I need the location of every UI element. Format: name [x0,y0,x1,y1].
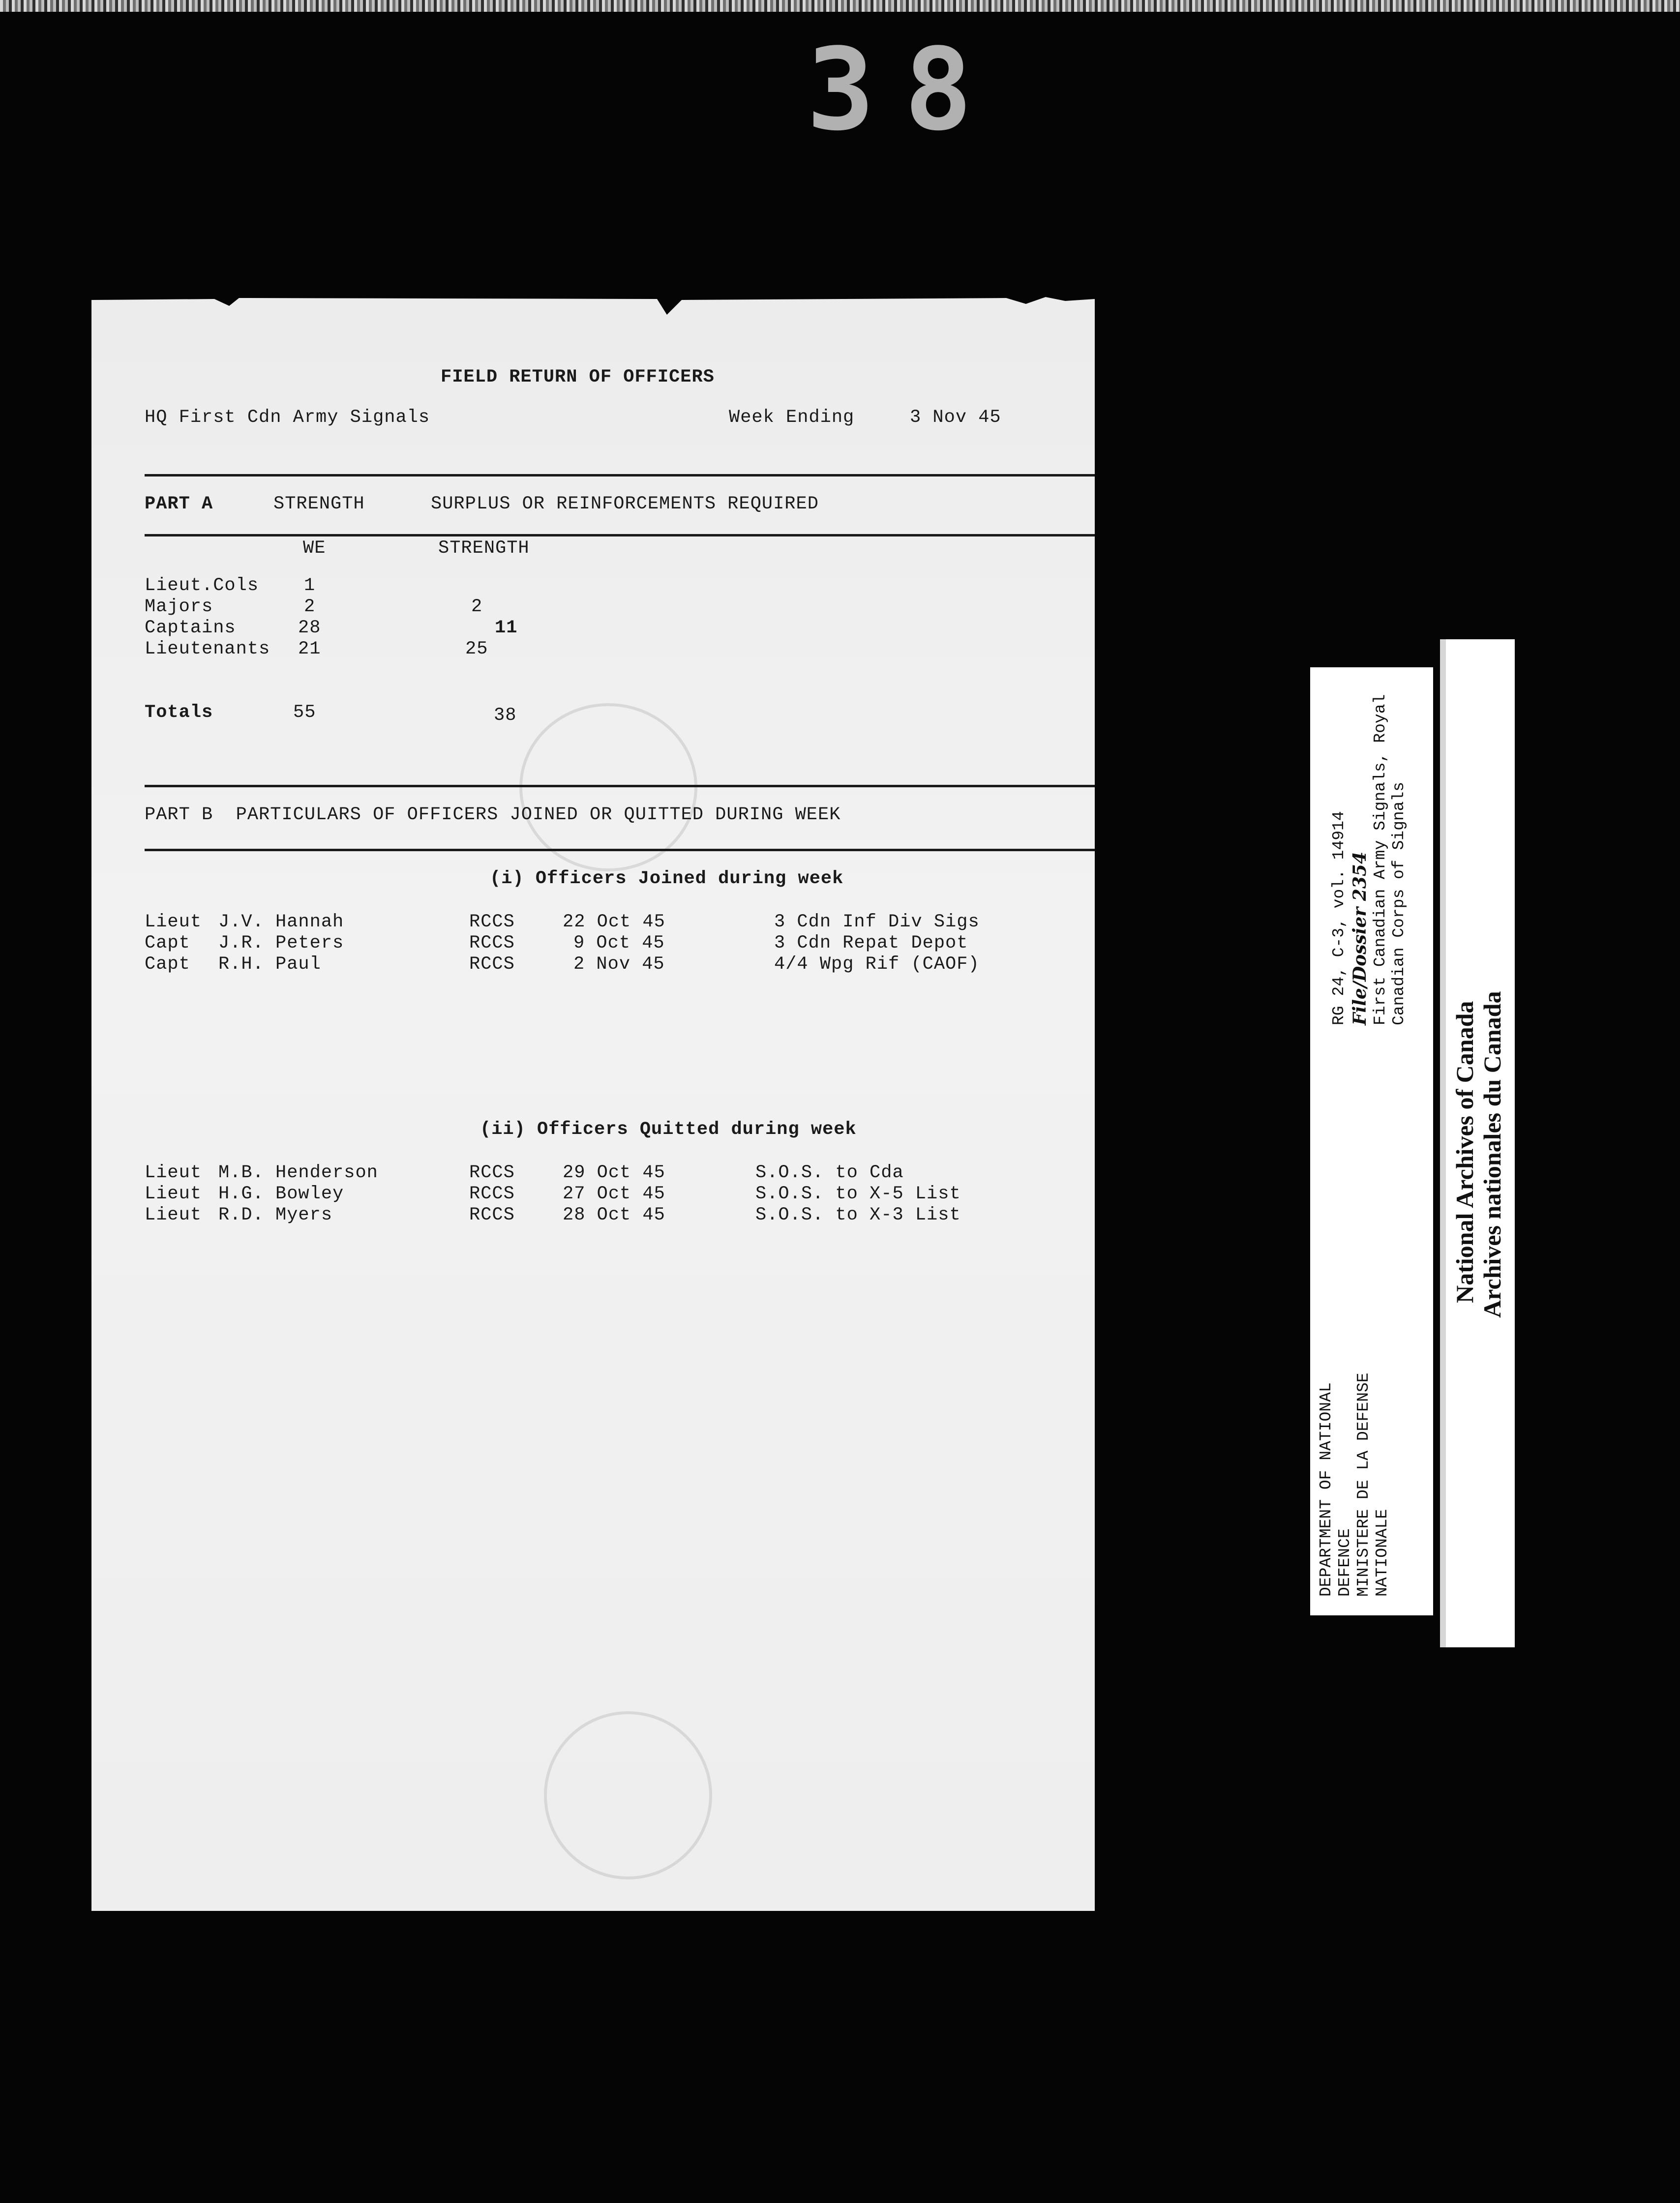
divider-rule [145,474,1095,476]
part-a-heading: PART A [145,494,213,514]
institution-french: Archives nationales du Canada [1478,991,1506,1318]
week-ending-value: 3 Nov 45 [910,407,1001,428]
we-value: 1 [304,575,316,596]
officer-remark: S.O.S. to X-5 List [755,1184,961,1204]
officer-date: 29 Oct 45 [563,1162,665,1183]
strength-subheader: STRENGTH [438,538,530,559]
institution-english: National Archives of Canada [1451,1001,1478,1303]
description-line-1: First Canadian Army Signals, Royal [1371,694,1389,1025]
officer-corps: RCCS [469,912,515,932]
totals-we-value: 55 [293,702,316,723]
faint-stamp-lower [544,1711,712,1879]
officer-rank: Lieut [145,1184,202,1204]
officer-rank: Capt [145,954,190,975]
officer-corps: RCCS [469,1162,515,1183]
strength-value: 2 [471,596,483,617]
divider-rule [145,785,1095,787]
frame-number: 38 [807,25,1002,156]
document-title: FIELD RETURN OF OFFICERS [441,367,715,387]
document-page [91,295,1095,1911]
officer-date: 9 Oct 45 [573,933,665,953]
department-block [1317,1373,1392,1597]
file-dossier-text: File/Dossier 2354 [1350,851,1370,1025]
divider-rule [145,849,1095,851]
officer-corps: RCCS [469,1184,515,1204]
officer-date: 2 Nov 45 [573,954,665,975]
rank-label: Lieutenants [145,639,270,659]
week-ending-label: Week Ending [729,407,855,428]
archive-reference-label [1310,667,1433,1615]
strength-column-header: STRENGTH [273,494,365,514]
department-line: NATIONALE [1373,1509,1391,1597]
officer-name: R.H. Paul [218,954,321,975]
officer-corps: RCCS [469,954,515,975]
officer-remark: S.O.S. to X-3 List [755,1205,961,1225]
totals-label: Totals [145,702,213,723]
department-line: DEFENCE [1336,1528,1354,1597]
quitted-section-title: (ii) Officers Quitted during week [480,1119,857,1140]
officer-name: J.V. Hannah [218,912,344,932]
part-b-heading: PART B PARTICULARS OF OFFICERS JOINED OR QUITTED DURING WEEK [145,804,841,825]
reference-text: RG 24, C-3, vol. 14914 [1330,811,1348,1025]
officer-rank: Lieut [145,1162,202,1183]
totals-strength-value: 38 [494,705,517,726]
officer-rank: Lieut [145,1205,202,1225]
joined-section-title: (i) Officers Joined during week [490,868,844,889]
strength-value: 25 [465,639,488,659]
rank-label: Captains [145,618,236,638]
rank-label: Lieut.Cols [145,575,259,596]
film-edge-strip [0,0,1680,12]
unit-name: HQ First Cdn Army Signals [145,407,430,428]
department-line: DEPARTMENT OF NATIONAL [1317,1382,1335,1597]
officer-remark: 4/4 Wpg Rif (CAOF) [774,954,980,975]
officer-name: H.G. Bowley [218,1184,344,1204]
rank-label: Majors [145,596,213,617]
officer-name: M.B. Henderson [218,1162,378,1183]
officer-name: R.D. Myers [218,1205,333,1225]
officer-corps: RCCS [469,933,515,953]
officer-remark: S.O.S. to Cda [755,1162,904,1183]
officer-name: J.R. Peters [218,933,344,953]
description-line-2: Canadian Corps of Signals [1390,781,1408,1025]
department-line: MINISTERE DE LA DEFENSE [1354,1372,1373,1597]
officer-date: 27 Oct 45 [563,1184,665,1204]
officer-corps: RCCS [469,1205,515,1225]
officer-date: 22 Oct 45 [563,912,665,932]
officer-remark: 3 Cdn Repat Depot [774,933,968,953]
officer-rank: Lieut [145,912,202,932]
officer-date: 28 Oct 45 [563,1205,665,1225]
torn-top-edge [91,295,1095,325]
we-value: 28 [298,618,321,638]
we-value: 2 [304,596,316,617]
archives-institution-label [1440,639,1515,1647]
we-value: 21 [298,639,321,659]
surplus-column-header: SURPLUS OR REINFORCEMENTS REQUIRED [431,494,819,514]
strength-value: 11 [495,618,518,638]
officer-remark: 3 Cdn Inf Div Sigs [774,912,980,932]
officer-rank: Capt [145,933,190,953]
we-subheader: WE [303,538,326,559]
faint-stamp-upper [519,703,697,871]
divider-rule [145,534,1095,536]
